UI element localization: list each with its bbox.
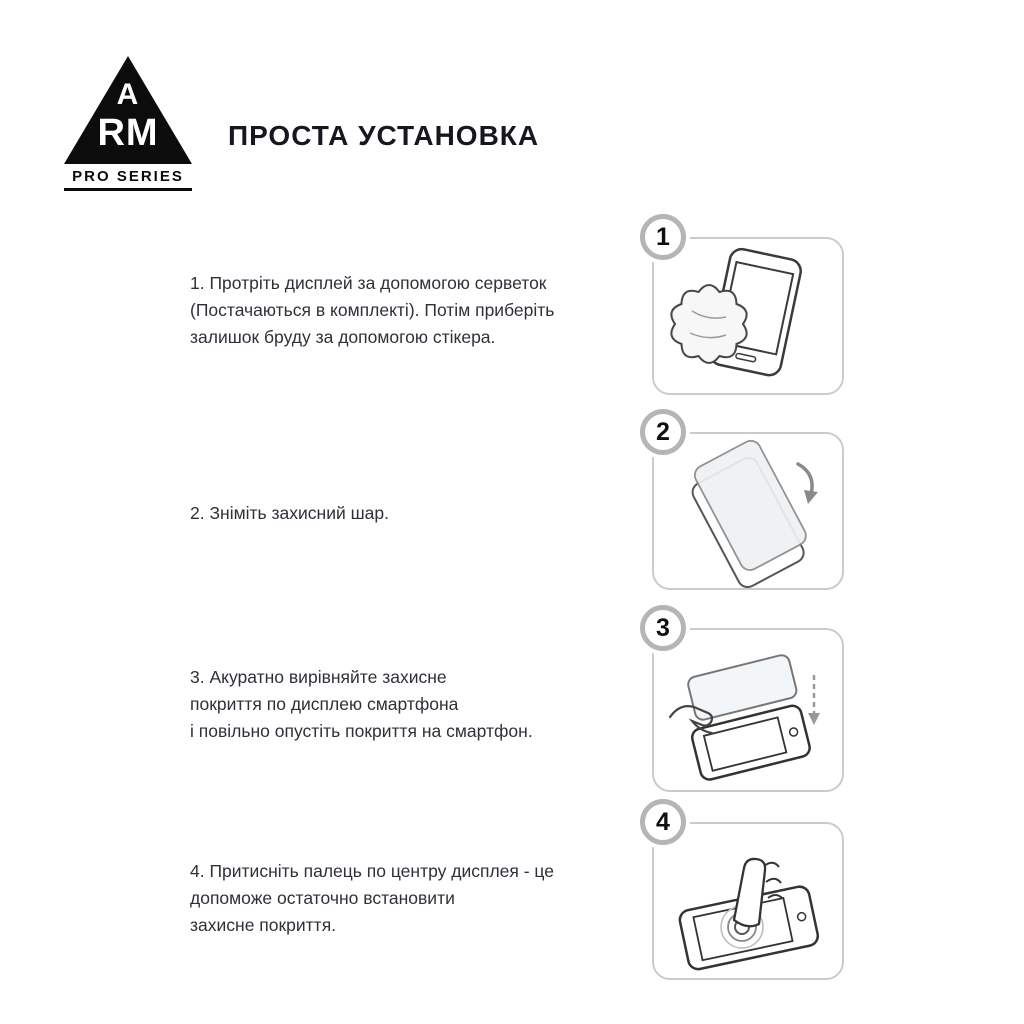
step-4-number-badge: 4 <box>640 799 686 845</box>
step-1-text-line: залишок бруду за допомогою стікера. <box>190 327 496 348</box>
step-2-number-badge: 2 <box>640 409 686 455</box>
step-4-text-line: допоможе остаточно встановити <box>190 888 455 909</box>
cleaning-cloth <box>671 285 746 363</box>
step-3-text-line: 3. Акуратно вирівняйте захисне <box>190 667 447 687</box>
step-1-text-line: 1. Протріть дисплей за допомогою серветок <box>190 273 547 293</box>
step-2-illustration-box <box>652 432 844 590</box>
peel-arrow-icon <box>798 464 818 504</box>
protective-film <box>683 437 816 588</box>
step-2-text <box>190 500 389 527</box>
step-4-text <box>190 858 554 939</box>
step-3-text-line: і повільно опустіть покриття на смартфон. <box>190 721 533 742</box>
step-4-text-line: захисне покриття. <box>190 915 337 936</box>
logo-letter-rm: RM <box>97 112 159 154</box>
step-1-number-badge: 1 <box>640 214 686 260</box>
step-1-illustration-box <box>652 237 844 395</box>
step-3-text <box>190 664 533 745</box>
press-center-illustration <box>654 824 842 978</box>
wipe-screen-illustration <box>654 239 842 393</box>
step-4-text-line: 4. Притисніть палець по центру дисплея - це <box>190 861 554 881</box>
step-3-number-badge: 3 <box>640 605 686 651</box>
align-glass-illustration <box>654 630 842 790</box>
step-1-text <box>190 270 554 351</box>
brand-logo <box>64 56 192 191</box>
logo-triangle <box>64 56 192 164</box>
logo-series-label: PRO SERIES <box>64 168 192 191</box>
step-3-text-line: покриття по дисплею смартфона <box>190 694 459 715</box>
step-1-text-line: (Постачаються в комплекті). Потім приберіть <box>190 300 555 321</box>
step-2-text-line: 2. Зніміть захисний шар. <box>190 503 389 523</box>
drop-arrow-icon <box>808 675 820 725</box>
logo-letter-a: A <box>116 78 140 111</box>
step-3-illustration-box <box>652 628 844 792</box>
peel-protective-layer-illustration <box>654 434 842 588</box>
step-4-illustration-box <box>652 822 844 980</box>
page-title: ПРОСТА УСТАНОВКА <box>228 120 540 151</box>
